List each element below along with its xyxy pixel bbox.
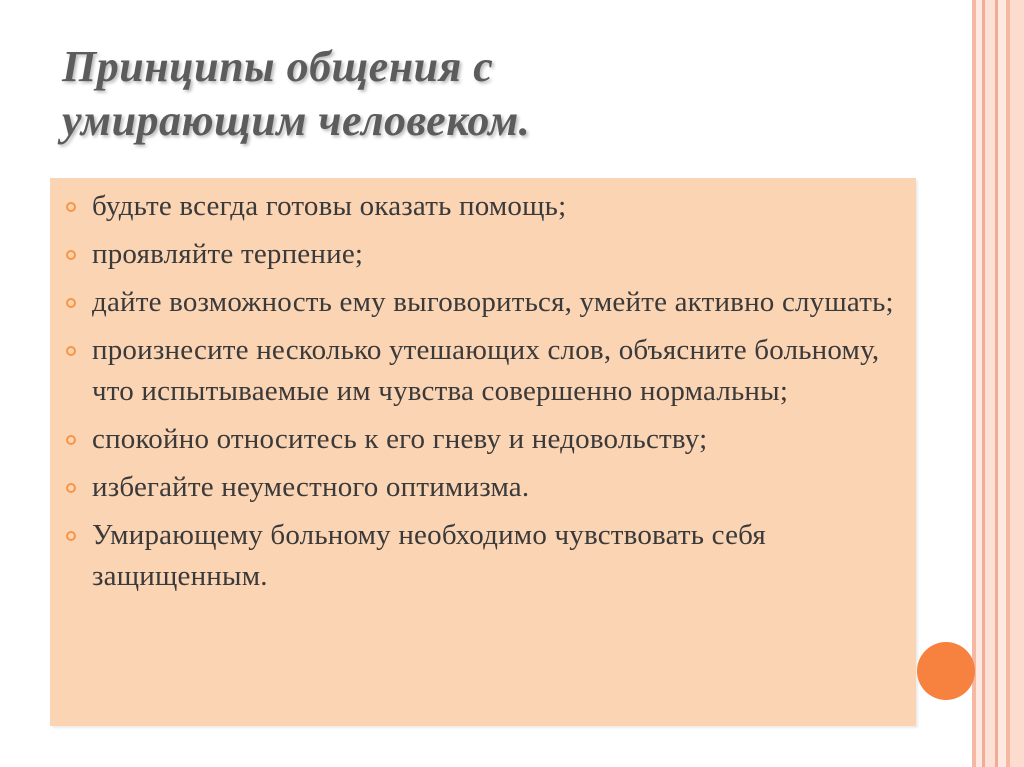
bullet-item (66, 419, 896, 460)
bullet-item (66, 234, 896, 275)
bullet-text: проявляйте терпение; (92, 238, 364, 270)
bullet-text: будьте всегда готовы оказать помощь; (92, 190, 567, 222)
bullet-item (66, 515, 896, 597)
decorative-stripes (972, 0, 1024, 767)
bullet-item (66, 282, 896, 323)
content-box (50, 178, 916, 726)
hollow-circle-bullet-icon (66, 346, 76, 356)
orange-circle-icon (917, 642, 975, 700)
bullet-text: дайте возможность ему выговориться, умейте активно слушать; (92, 286, 894, 318)
bullet-text: избегайте неуместного оптимизма. (92, 471, 530, 503)
slide-title (62, 40, 942, 148)
hollow-circle-bullet-icon (66, 250, 76, 260)
bullet-text: спокойно относитесь к его гневу и недовольству; (92, 423, 708, 455)
stripe (1010, 0, 1024, 767)
hollow-circle-bullet-icon (66, 202, 76, 212)
bullet-item (66, 330, 896, 412)
bullet-item (66, 186, 896, 227)
bullet-text: Умирающему больному необходимо чувствовать себя защищенным. (92, 519, 766, 592)
bullet-text: произнесите несколько утешающих слов, объясните больному, что испытываемые им чувства совершенно нормальны; (92, 334, 880, 407)
stripe (985, 0, 995, 767)
title-line-2: умирающим человеком. (62, 96, 531, 145)
bullet-item (66, 467, 896, 508)
title-line-1: Принципы общения с (62, 42, 494, 91)
hollow-circle-bullet-icon (66, 435, 76, 445)
hollow-circle-bullet-icon (66, 298, 76, 308)
hollow-circle-bullet-icon (66, 483, 76, 493)
stripe (998, 0, 1006, 767)
hollow-circle-bullet-icon (66, 531, 76, 541)
bullet-list (66, 186, 896, 604)
